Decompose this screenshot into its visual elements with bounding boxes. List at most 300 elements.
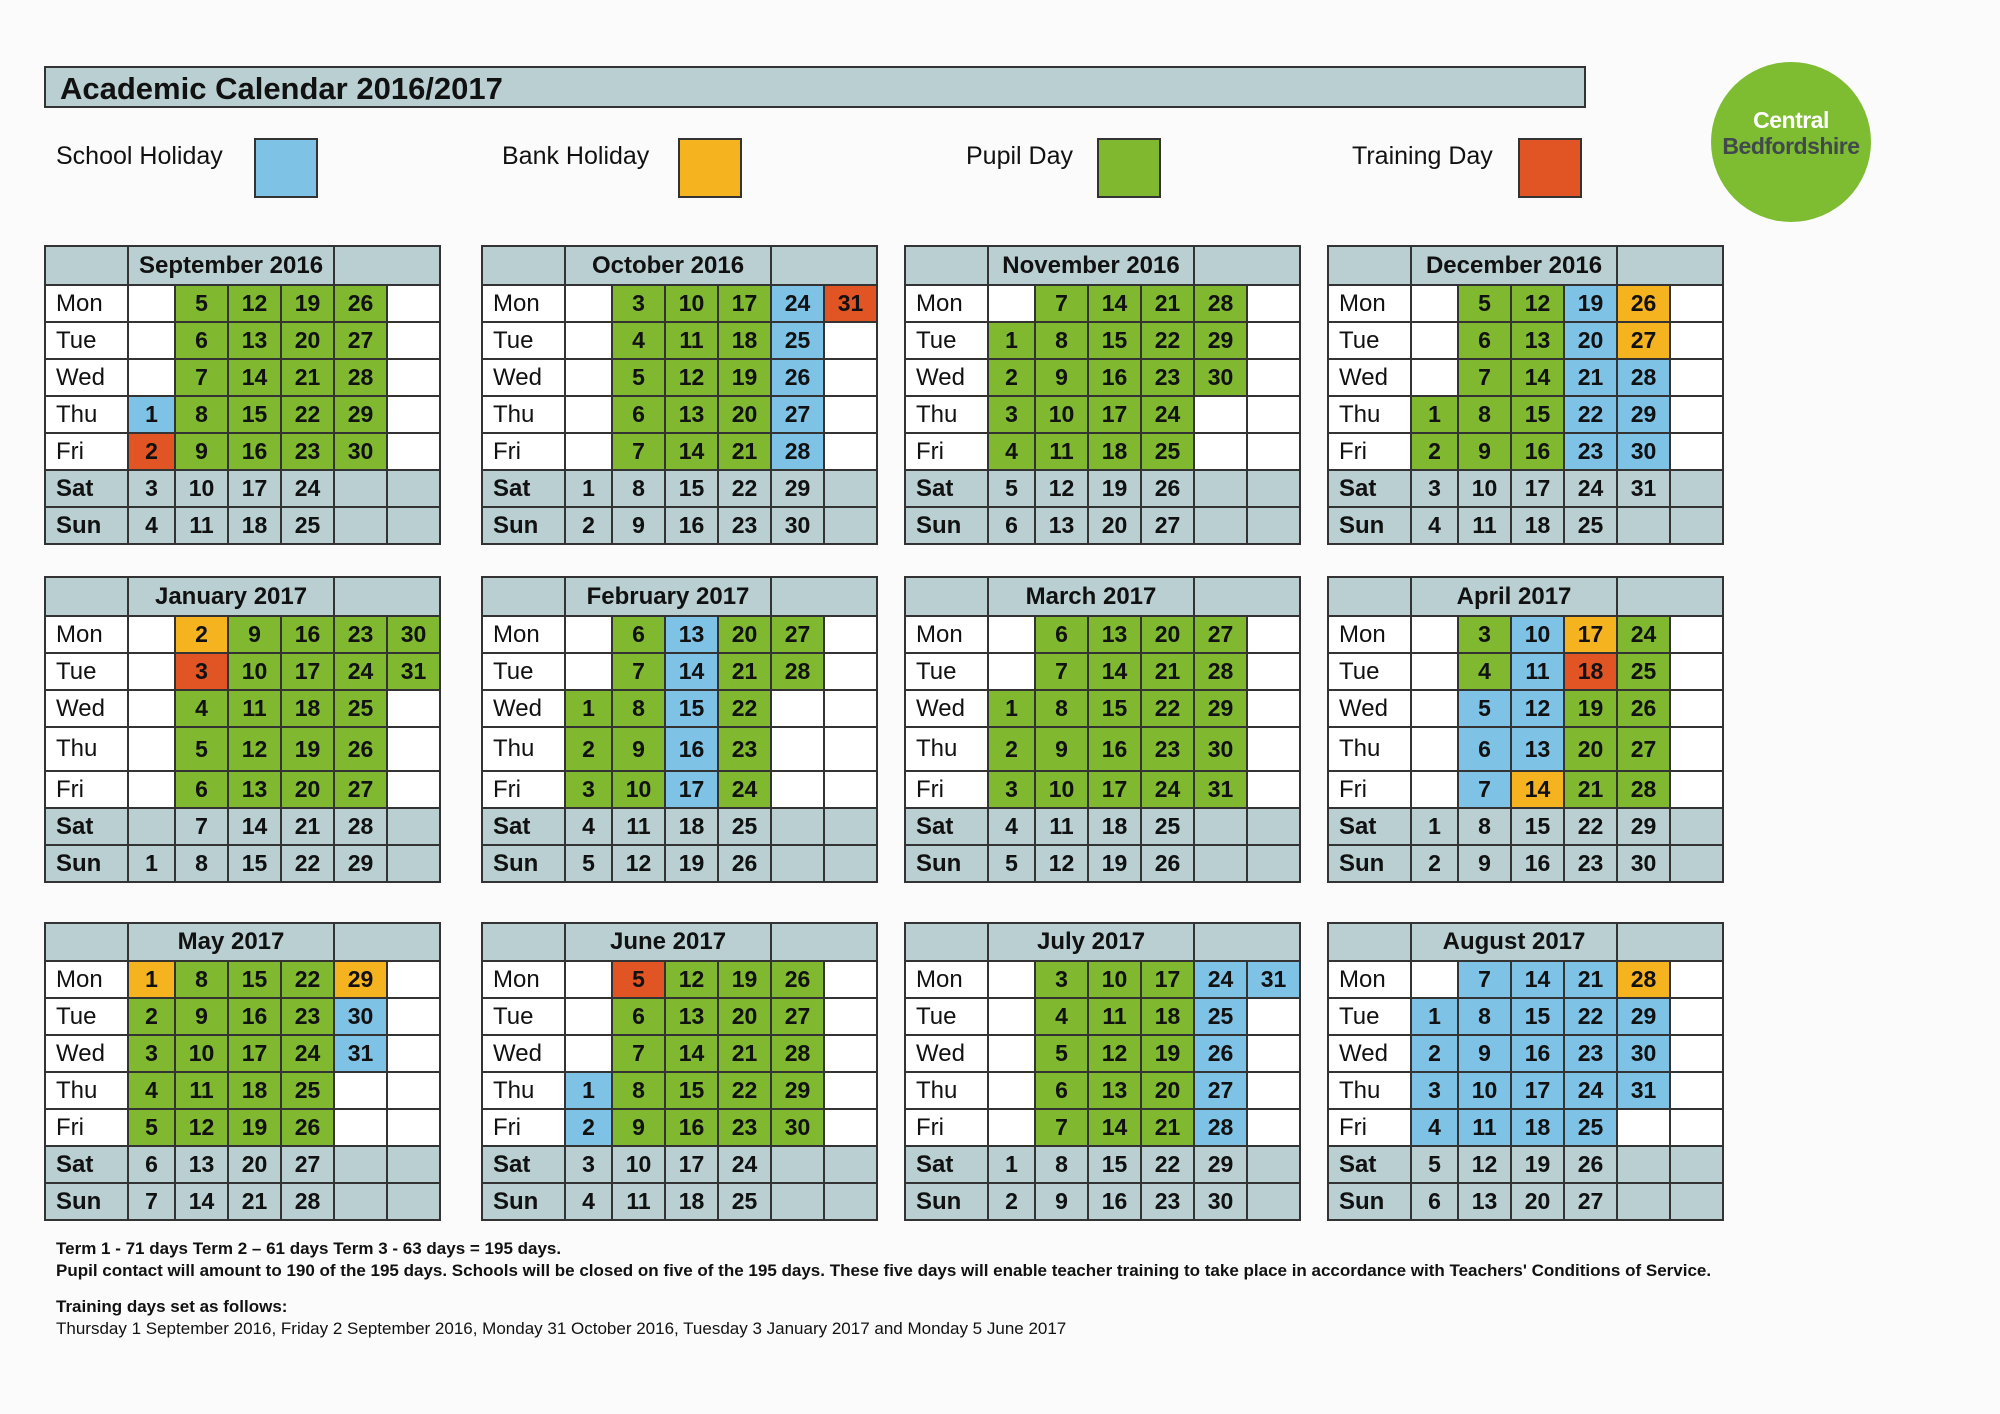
date-cell: 28 xyxy=(1617,961,1670,998)
date-cell: 3 xyxy=(1411,1072,1458,1109)
day-name: Mon xyxy=(905,616,988,653)
date-cell: 14 xyxy=(1088,653,1141,690)
date-cell: 26 xyxy=(1564,1146,1617,1183)
date-cell: 29 xyxy=(334,961,387,998)
empty-cell xyxy=(824,396,877,433)
date-cell: 31 xyxy=(1617,470,1670,507)
date-cell: 12 xyxy=(1511,285,1564,322)
month-header-blank xyxy=(771,923,877,961)
day-name: Mon xyxy=(1328,616,1411,653)
date-cell: 7 xyxy=(175,808,228,845)
empty-cell xyxy=(1670,396,1723,433)
empty-cell xyxy=(1411,359,1458,396)
day-name: Wed xyxy=(45,690,128,727)
date-cell: 18 xyxy=(718,322,771,359)
date-cell: 29 xyxy=(334,845,387,882)
date-cell: 9 xyxy=(1035,727,1088,771)
calendar-title-bar xyxy=(44,66,1586,108)
empty-cell xyxy=(128,322,175,359)
legend-swatch-pupil-day xyxy=(1097,138,1161,198)
empty-cell xyxy=(1247,433,1300,470)
date-cell: 27 xyxy=(334,322,387,359)
date-cell: 7 xyxy=(612,1035,665,1072)
date-cell: 24 xyxy=(1617,616,1670,653)
empty-cell xyxy=(387,1183,440,1220)
date-cell: 18 xyxy=(1564,653,1617,690)
date-cell: 6 xyxy=(175,322,228,359)
date-cell: 29 xyxy=(1194,690,1247,727)
date-cell: 25 xyxy=(1617,653,1670,690)
date-cell: 3 xyxy=(612,285,665,322)
empty-cell xyxy=(387,396,440,433)
month-calendar xyxy=(904,576,1301,883)
month-header-blank xyxy=(482,577,565,616)
date-cell: 5 xyxy=(612,359,665,396)
date-cell: 24 xyxy=(1141,771,1194,808)
month-header-blank xyxy=(1328,577,1411,616)
date-cell: 29 xyxy=(334,396,387,433)
date-cell: 8 xyxy=(1035,1146,1088,1183)
empty-cell xyxy=(565,359,612,396)
empty-cell xyxy=(988,285,1035,322)
date-cell: 27 xyxy=(1194,1072,1247,1109)
date-cell: 21 xyxy=(718,1035,771,1072)
date-cell: 23 xyxy=(1564,845,1617,882)
month-header-blank xyxy=(45,246,128,285)
empty-cell xyxy=(387,359,440,396)
month-calendar xyxy=(1327,576,1724,883)
date-cell: 2 xyxy=(1411,1035,1458,1072)
date-cell: 18 xyxy=(665,1183,718,1220)
empty-cell xyxy=(565,396,612,433)
empty-cell xyxy=(387,808,440,845)
day-name: Fri xyxy=(45,1109,128,1146)
logo-line-2: Bedfordshire xyxy=(1722,133,1860,159)
date-cell: 20 xyxy=(1511,1183,1564,1220)
date-cell: 5 xyxy=(128,1109,175,1146)
date-cell: 2 xyxy=(128,998,175,1035)
date-cell: 20 xyxy=(228,1146,281,1183)
date-cell: 3 xyxy=(565,1146,612,1183)
day-name: Mon xyxy=(1328,961,1411,998)
date-cell: 16 xyxy=(228,433,281,470)
date-cell: 8 xyxy=(1035,690,1088,727)
date-cell: 20 xyxy=(718,396,771,433)
day-name: Tue xyxy=(45,998,128,1035)
month-header-blank xyxy=(1328,246,1411,285)
date-cell: 15 xyxy=(665,1072,718,1109)
date-cell: 11 xyxy=(665,322,718,359)
date-cell: 13 xyxy=(175,1146,228,1183)
date-cell: 1 xyxy=(565,1072,612,1109)
month-title: December 2016 xyxy=(1411,246,1617,285)
legend-school-holiday xyxy=(56,138,326,200)
date-cell: 29 xyxy=(771,470,824,507)
date-cell: 22 xyxy=(281,845,334,882)
date-cell: 19 xyxy=(1564,690,1617,727)
date-cell: 2 xyxy=(175,616,228,653)
empty-cell xyxy=(1670,322,1723,359)
empty-cell xyxy=(1247,690,1300,727)
empty-cell xyxy=(1670,1035,1723,1072)
date-cell: 26 xyxy=(1617,690,1670,727)
date-cell: 11 xyxy=(612,1183,665,1220)
day-name: Sun xyxy=(45,507,128,544)
date-cell: 22 xyxy=(1564,808,1617,845)
day-name: Sun xyxy=(482,1183,565,1220)
date-cell: 11 xyxy=(1458,1109,1511,1146)
date-cell: 27 xyxy=(1617,322,1670,359)
date-cell: 11 xyxy=(1088,998,1141,1035)
day-name: Wed xyxy=(482,690,565,727)
empty-cell xyxy=(334,507,387,544)
day-name: Mon xyxy=(45,961,128,998)
notes xyxy=(56,1238,1711,1340)
legend-pupil-day xyxy=(966,138,1166,200)
day-name: Sun xyxy=(1328,507,1411,544)
date-cell: 25 xyxy=(718,1183,771,1220)
month-header-blank xyxy=(1194,923,1300,961)
date-cell: 22 xyxy=(1141,1146,1194,1183)
date-cell: 30 xyxy=(771,1109,824,1146)
empty-cell xyxy=(1670,470,1723,507)
month-title: September 2016 xyxy=(128,246,334,285)
empty-cell xyxy=(1670,1183,1723,1220)
date-cell: 15 xyxy=(1511,998,1564,1035)
empty-cell xyxy=(1670,1109,1723,1146)
empty-cell xyxy=(824,1109,877,1146)
day-name: Sun xyxy=(905,845,988,882)
date-cell: 2 xyxy=(1411,433,1458,470)
empty-cell xyxy=(334,470,387,507)
date-cell: 8 xyxy=(612,1072,665,1109)
date-cell: 12 xyxy=(1035,845,1088,882)
empty-cell xyxy=(824,1146,877,1183)
empty-cell xyxy=(387,998,440,1035)
date-cell: 25 xyxy=(281,507,334,544)
date-cell: 30 xyxy=(1617,845,1670,882)
empty-cell xyxy=(1617,1146,1670,1183)
date-cell: 25 xyxy=(281,1072,334,1109)
date-cell: 10 xyxy=(1035,771,1088,808)
date-cell: 4 xyxy=(988,808,1035,845)
empty-cell xyxy=(771,727,824,771)
date-cell: 21 xyxy=(228,1183,281,1220)
day-name: Thu xyxy=(45,1072,128,1109)
empty-cell xyxy=(387,1146,440,1183)
day-name: Wed xyxy=(1328,359,1411,396)
date-cell: 10 xyxy=(665,285,718,322)
day-name: Wed xyxy=(1328,1035,1411,1072)
date-cell: 13 xyxy=(228,322,281,359)
empty-cell xyxy=(771,771,824,808)
empty-cell xyxy=(334,1146,387,1183)
month-calendar xyxy=(481,922,878,1221)
month-header-blank xyxy=(482,923,565,961)
date-cell: 14 xyxy=(1088,1109,1141,1146)
day-name: Sun xyxy=(1328,1183,1411,1220)
date-cell: 4 xyxy=(612,322,665,359)
date-cell: 20 xyxy=(1141,616,1194,653)
day-name: Thu xyxy=(482,396,565,433)
date-cell: 23 xyxy=(1564,433,1617,470)
date-cell: 11 xyxy=(1458,507,1511,544)
month-title: October 2016 xyxy=(565,246,771,285)
date-cell: 11 xyxy=(175,507,228,544)
date-cell: 13 xyxy=(665,616,718,653)
empty-cell xyxy=(1617,507,1670,544)
date-cell: 21 xyxy=(1141,653,1194,690)
date-cell: 30 xyxy=(1194,1183,1247,1220)
date-cell: 19 xyxy=(1141,1035,1194,1072)
empty-cell xyxy=(387,322,440,359)
empty-cell xyxy=(387,690,440,727)
date-cell: 9 xyxy=(1458,433,1511,470)
date-cell: 17 xyxy=(228,470,281,507)
date-cell: 10 xyxy=(612,771,665,808)
empty-cell xyxy=(1617,1109,1670,1146)
date-cell: 25 xyxy=(1564,507,1617,544)
date-cell: 6 xyxy=(1035,616,1088,653)
empty-cell xyxy=(565,653,612,690)
date-cell: 20 xyxy=(281,322,334,359)
date-cell: 31 xyxy=(387,653,440,690)
date-cell: 10 xyxy=(1088,961,1141,998)
legend-swatch-school-holiday xyxy=(254,138,318,198)
month-title: June 2017 xyxy=(565,923,771,961)
day-name: Thu xyxy=(45,396,128,433)
date-cell: 1 xyxy=(1411,396,1458,433)
date-cell: 3 xyxy=(128,1035,175,1072)
date-cell: 11 xyxy=(1035,433,1088,470)
empty-cell xyxy=(1247,322,1300,359)
date-cell: 3 xyxy=(988,771,1035,808)
date-cell: 9 xyxy=(1458,1035,1511,1072)
month-title: March 2017 xyxy=(988,577,1194,616)
date-cell: 28 xyxy=(281,1183,334,1220)
day-name: Thu xyxy=(905,396,988,433)
date-cell: 6 xyxy=(1458,322,1511,359)
date-cell: 27 xyxy=(771,998,824,1035)
month-calendar xyxy=(904,922,1301,1221)
date-cell: 23 xyxy=(281,998,334,1035)
date-cell: 25 xyxy=(1141,808,1194,845)
day-name: Tue xyxy=(45,653,128,690)
day-name: Tue xyxy=(1328,653,1411,690)
day-name: Tue xyxy=(905,653,988,690)
month-header-blank xyxy=(334,246,440,285)
month-header-blank xyxy=(1328,923,1411,961)
date-cell: 3 xyxy=(175,653,228,690)
date-cell: 10 xyxy=(175,1035,228,1072)
empty-cell xyxy=(128,690,175,727)
date-cell: 23 xyxy=(1141,1183,1194,1220)
date-cell: 29 xyxy=(1194,322,1247,359)
date-cell: 23 xyxy=(281,433,334,470)
date-cell: 22 xyxy=(1141,690,1194,727)
empty-cell xyxy=(1247,507,1300,544)
date-cell: 4 xyxy=(128,1072,175,1109)
date-cell: 22 xyxy=(281,961,334,998)
empty-cell xyxy=(565,998,612,1035)
date-cell: 4 xyxy=(1035,998,1088,1035)
date-cell: 6 xyxy=(128,1146,175,1183)
date-cell: 7 xyxy=(175,359,228,396)
empty-cell xyxy=(1247,1146,1300,1183)
date-cell: 26 xyxy=(281,1109,334,1146)
empty-cell xyxy=(1194,808,1247,845)
date-cell: 22 xyxy=(718,690,771,727)
empty-cell xyxy=(334,1072,387,1109)
empty-cell xyxy=(824,808,877,845)
empty-cell xyxy=(387,285,440,322)
empty-cell xyxy=(565,433,612,470)
date-cell: 5 xyxy=(612,961,665,998)
day-name: Sun xyxy=(905,507,988,544)
date-cell: 15 xyxy=(665,470,718,507)
day-name: Thu xyxy=(905,1072,988,1109)
date-cell: 15 xyxy=(1511,396,1564,433)
date-cell: 12 xyxy=(665,961,718,998)
date-cell: 4 xyxy=(1411,1109,1458,1146)
date-cell: 14 xyxy=(1511,771,1564,808)
date-cell: 17 xyxy=(228,1035,281,1072)
date-cell: 12 xyxy=(228,727,281,771)
date-cell: 26 xyxy=(1617,285,1670,322)
date-cell: 9 xyxy=(1458,845,1511,882)
empty-cell xyxy=(1247,1109,1300,1146)
date-cell: 25 xyxy=(718,808,771,845)
empty-cell xyxy=(771,690,824,727)
date-cell: 23 xyxy=(718,727,771,771)
date-cell: 26 xyxy=(771,359,824,396)
empty-cell xyxy=(387,470,440,507)
empty-cell xyxy=(1247,396,1300,433)
date-cell: 5 xyxy=(1035,1035,1088,1072)
day-name: Sat xyxy=(482,808,565,845)
legend-swatch-training-day xyxy=(1518,138,1582,198)
date-cell: 15 xyxy=(1088,322,1141,359)
date-cell: 23 xyxy=(718,507,771,544)
day-name: Mon xyxy=(45,616,128,653)
day-name: Sat xyxy=(905,808,988,845)
empty-cell xyxy=(1670,433,1723,470)
date-cell: 7 xyxy=(1035,285,1088,322)
empty-cell xyxy=(565,1035,612,1072)
date-cell: 11 xyxy=(612,808,665,845)
date-cell: 19 xyxy=(1564,285,1617,322)
date-cell: 24 xyxy=(718,771,771,808)
date-cell: 7 xyxy=(1035,653,1088,690)
date-cell: 4 xyxy=(565,1183,612,1220)
empty-cell xyxy=(1670,285,1723,322)
day-name: Sat xyxy=(905,1146,988,1183)
empty-cell xyxy=(334,1109,387,1146)
empty-cell xyxy=(387,433,440,470)
date-cell: 1 xyxy=(128,396,175,433)
empty-cell xyxy=(1670,653,1723,690)
date-cell: 30 xyxy=(1617,433,1670,470)
date-cell: 23 xyxy=(334,616,387,653)
date-cell: 16 xyxy=(1088,1183,1141,1220)
date-cell: 26 xyxy=(334,285,387,322)
empty-cell xyxy=(1247,285,1300,322)
date-cell: 23 xyxy=(1141,359,1194,396)
date-cell: 4 xyxy=(175,690,228,727)
date-cell: 9 xyxy=(228,616,281,653)
day-name: Tue xyxy=(482,998,565,1035)
date-cell: 1 xyxy=(988,1146,1035,1183)
date-cell: 20 xyxy=(718,998,771,1035)
month-calendar xyxy=(1327,245,1724,545)
page-title: Academic Calendar 2016/2017 xyxy=(60,71,503,106)
day-name: Mon xyxy=(482,961,565,998)
empty-cell xyxy=(1247,616,1300,653)
date-cell: 27 xyxy=(771,616,824,653)
day-name: Thu xyxy=(45,727,128,771)
empty-cell xyxy=(1670,507,1723,544)
date-cell: 26 xyxy=(1141,845,1194,882)
date-cell: 6 xyxy=(1411,1183,1458,1220)
empty-cell xyxy=(824,845,877,882)
day-name: Sun xyxy=(482,507,565,544)
date-cell: 22 xyxy=(718,470,771,507)
day-name: Sat xyxy=(45,808,128,845)
date-cell: 25 xyxy=(1141,433,1194,470)
date-cell: 24 xyxy=(1141,396,1194,433)
day-name: Sat xyxy=(45,1146,128,1183)
date-cell: 14 xyxy=(1511,359,1564,396)
date-cell: 5 xyxy=(1458,690,1511,727)
empty-cell xyxy=(128,616,175,653)
date-cell: 3 xyxy=(1411,470,1458,507)
date-cell: 3 xyxy=(128,470,175,507)
date-cell: 4 xyxy=(1458,653,1511,690)
empty-cell xyxy=(988,1072,1035,1109)
date-cell: 26 xyxy=(1194,1035,1247,1072)
month-title: August 2017 xyxy=(1411,923,1617,961)
day-name: Sun xyxy=(482,845,565,882)
empty-cell xyxy=(824,961,877,998)
date-cell: 6 xyxy=(988,507,1035,544)
date-cell: 11 xyxy=(228,690,281,727)
date-cell: 12 xyxy=(1511,690,1564,727)
date-cell: 21 xyxy=(1564,961,1617,998)
date-cell: 13 xyxy=(1511,322,1564,359)
date-cell: 30 xyxy=(334,433,387,470)
day-name: Thu xyxy=(1328,727,1411,771)
date-cell: 4 xyxy=(565,808,612,845)
day-name: Thu xyxy=(1328,396,1411,433)
date-cell: 18 xyxy=(281,690,334,727)
date-cell: 22 xyxy=(1564,998,1617,1035)
empty-cell xyxy=(1411,690,1458,727)
date-cell: 2 xyxy=(565,1109,612,1146)
date-cell: 8 xyxy=(1458,808,1511,845)
day-name: Fri xyxy=(1328,433,1411,470)
day-name: Mon xyxy=(905,961,988,998)
date-cell: 3 xyxy=(1035,961,1088,998)
date-cell: 25 xyxy=(1194,998,1247,1035)
date-cell: 12 xyxy=(665,359,718,396)
empty-cell xyxy=(824,690,877,727)
day-name: Wed xyxy=(45,359,128,396)
empty-cell xyxy=(1670,1146,1723,1183)
empty-cell xyxy=(1247,470,1300,507)
empty-cell xyxy=(1194,470,1247,507)
date-cell: 24 xyxy=(771,285,824,322)
date-cell: 16 xyxy=(665,1109,718,1146)
